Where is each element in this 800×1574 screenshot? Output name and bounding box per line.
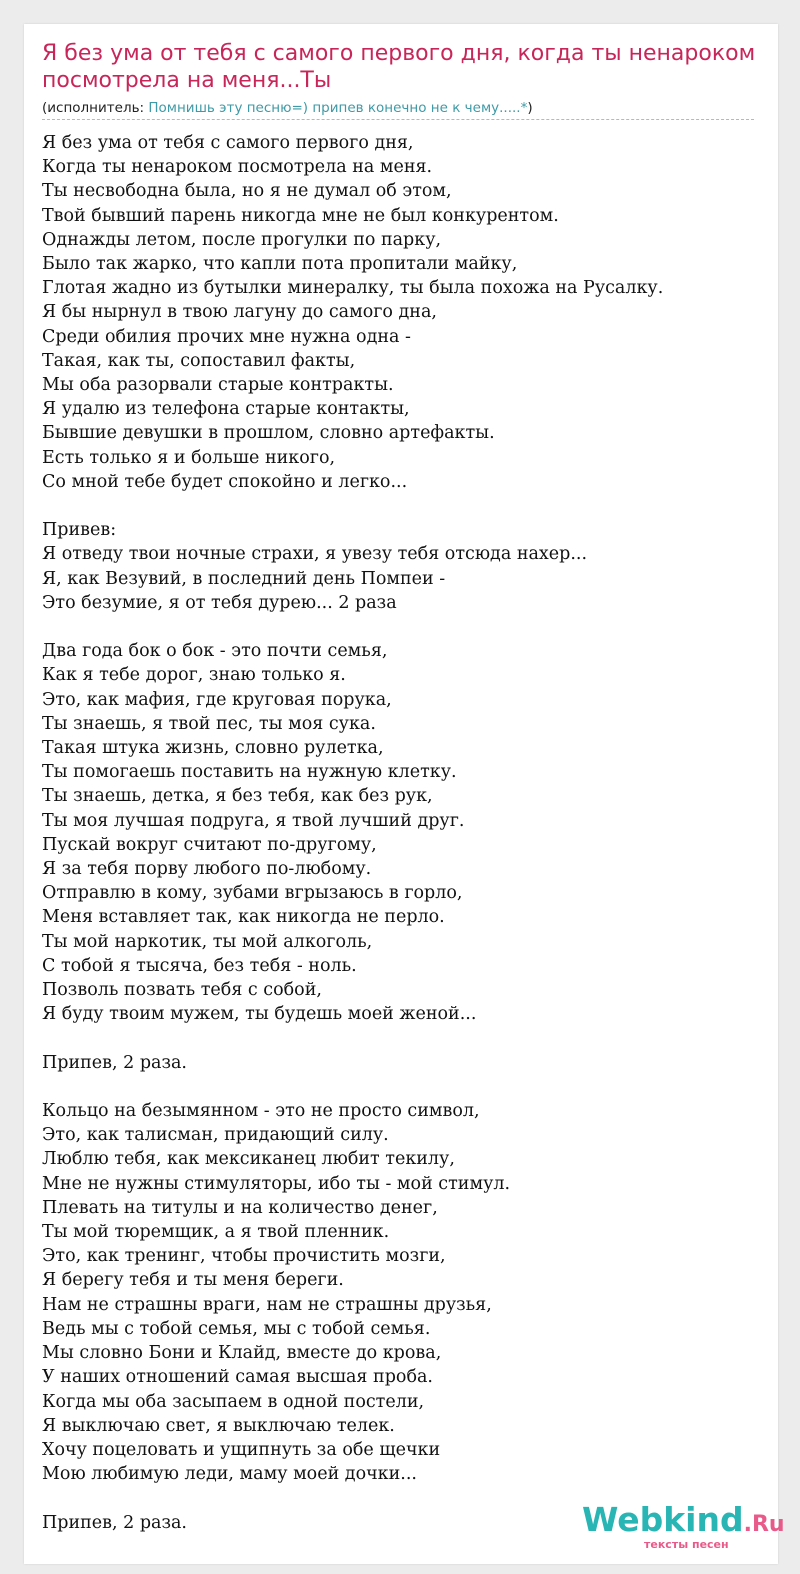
- lyric-line: Было так жарко, что капли пота пропитали майку,: [42, 254, 518, 275]
- lyric-line: У наших отношений самая высшая проба.: [42, 1367, 433, 1388]
- lyric-line: Я за тебя порву любого по-любому.: [42, 859, 372, 880]
- lyric-line: Два года бок о бок - это почти семья,: [42, 641, 388, 662]
- artist-suffix: ): [527, 100, 533, 116]
- lyric-line: Хочу поцеловать и ущипнуть за обе щечки: [42, 1439, 441, 1460]
- logo-tagline: тексты песен: [644, 1538, 729, 1551]
- lyric-line: Глотая жадно из бутылки минералку, ты была похожа на Русалку.: [42, 278, 664, 299]
- lyric-line: Твой бывший парень никогда мне не был конкурентом.: [42, 205, 559, 226]
- lyric-line: Я бы нырнул в твою лагуну до самого дна,: [42, 302, 437, 323]
- logo-suffix-text: .Ru: [743, 1512, 785, 1537]
- lyric-line: Однажды летом, после прогулки по парку,: [42, 229, 442, 250]
- lyric-line: Я берегу тебя и ты меня береги.: [42, 1270, 344, 1291]
- lyric-line: Позволь позвать тебя с собой,: [42, 980, 322, 1001]
- lyric-line: Такая штука жизнь, словно рулетка,: [42, 738, 384, 759]
- lyric-line: Привев:: [42, 520, 117, 541]
- lyric-line: Я без ума от тебя с самого первого дня,: [42, 133, 414, 153]
- song-title: Я без ума от тебя с самого первого дня, когда ты ненароком посмотрела на меня...Ты: [42, 41, 756, 93]
- lyric-line: Я выключаю свет, я выключаю телек.: [42, 1415, 395, 1436]
- lyric-line: Я отведу твои ночные страхи, я увезу тебя отсюда нахер...: [42, 544, 588, 565]
- lyric-line: Мы словно Бони и Клайд, вместе до крова,: [42, 1343, 442, 1364]
- lyric-line: Бывшие девушки в прошлом, словно артефакты.: [42, 423, 495, 444]
- lyric-line: Люблю тебя, как мексиканец любит текилу,: [42, 1149, 455, 1170]
- lyric-line: Припев, 2 раза.: [42, 1512, 187, 1533]
- lyric-line: Меня вставляет так, как никогда не перло.: [42, 907, 445, 928]
- lyric-line: Мы оба разорвали старые контракты.: [42, 375, 394, 396]
- lyric-line: Мне не нужны стимуляторы, ибо ты - мой стимул.: [42, 1173, 511, 1194]
- stanza-break: [42, 615, 762, 639]
- artist-link[interactable]: Помнишь эту песню=) припев конечно не к чему.....*: [148, 100, 528, 116]
- lyrics-text: [42, 131, 762, 1535]
- site-logo[interactable]: [582, 1500, 785, 1560]
- lyric-line: Пускай вокруг считают по-другому,: [42, 834, 377, 855]
- lyric-line: Ты несвободна была, но я не думал об этом,: [42, 181, 452, 202]
- artist-line: [42, 99, 754, 120]
- lyric-line: Такая, как ты, сопоставил факты,: [42, 350, 356, 371]
- lyric-line: Припев, 2 раза.: [42, 1052, 187, 1073]
- lyric-line: Я буду твоим мужем, ты будешь моей женой...: [42, 1004, 477, 1025]
- lyrics-card: [24, 24, 785, 1564]
- stanza-break: [42, 494, 762, 518]
- lyric-line: Это, как талисман, придающий силу.: [42, 1125, 389, 1146]
- stanza-break: [42, 1075, 762, 1099]
- artist-prefix: (исполнитель:: [42, 100, 149, 116]
- lyric-line: Со мной тебе будет спокойно и легко...: [42, 471, 408, 492]
- lyric-line: Это, как тренинг, чтобы прочистить мозги,: [42, 1246, 446, 1267]
- lyric-line: Ведь мы с тобой семья, мы с тобой семья.: [42, 1318, 431, 1339]
- lyric-line: Кольцо на безымянном - это не просто символ,: [42, 1101, 480, 1122]
- lyric-line: Когда мы оба засыпаем в одной постели,: [42, 1391, 425, 1412]
- lyric-line: Ты знаешь, я твой пес, ты моя сука.: [42, 713, 376, 734]
- lyric-line: Ты помогаешь поставить на нужную клетку.: [42, 762, 457, 783]
- lyric-line: Я, как Везувий, в последний день Помпеи -: [42, 568, 446, 589]
- lyric-line: Плевать на титулы и на количество денег,: [42, 1197, 438, 1218]
- lyric-line: Как я тебе дорог, знаю только я.: [42, 665, 346, 686]
- lyric-line: Мою любимую леди, маму моей дочки...: [42, 1464, 417, 1485]
- lyric-line: Ты моя лучшая подруга, я твой лучший друг.: [42, 810, 465, 831]
- stanza-break: [42, 1026, 762, 1050]
- lyric-line: Это, как мафия, где круговая порука,: [42, 689, 392, 710]
- lyric-line: Есть только я и больше никого,: [42, 447, 336, 468]
- lyric-line: Когда ты ненароком посмотрела на меня.: [42, 157, 433, 178]
- lyric-line: Я удалю из телефона старые контакты,: [42, 399, 410, 420]
- lyric-line: Среди обилия прочих мне нужна одна -: [42, 326, 411, 347]
- lyric-line: Это безумие, я от тебя дурею... 2 раза: [42, 592, 397, 613]
- lyric-line: Ты знаешь, детка, я без тебя, как без рук,: [42, 786, 433, 807]
- lyric-line: Отправлю в кому, зубами вгрызаюсь в горло,: [42, 883, 463, 904]
- lyric-line: Нам не страшны враги, нам не страшны друзья,: [42, 1294, 492, 1315]
- lyric-line: Ты мой тюремщик, а я твой пленник.: [42, 1222, 390, 1243]
- lyric-line: Ты мой наркотик, ты мой алкоголь,: [42, 931, 373, 952]
- lyric-line: С тобой я тысяча, без тебя - ноль.: [42, 955, 357, 976]
- logo-main-text: Webkind: [582, 1500, 744, 1539]
